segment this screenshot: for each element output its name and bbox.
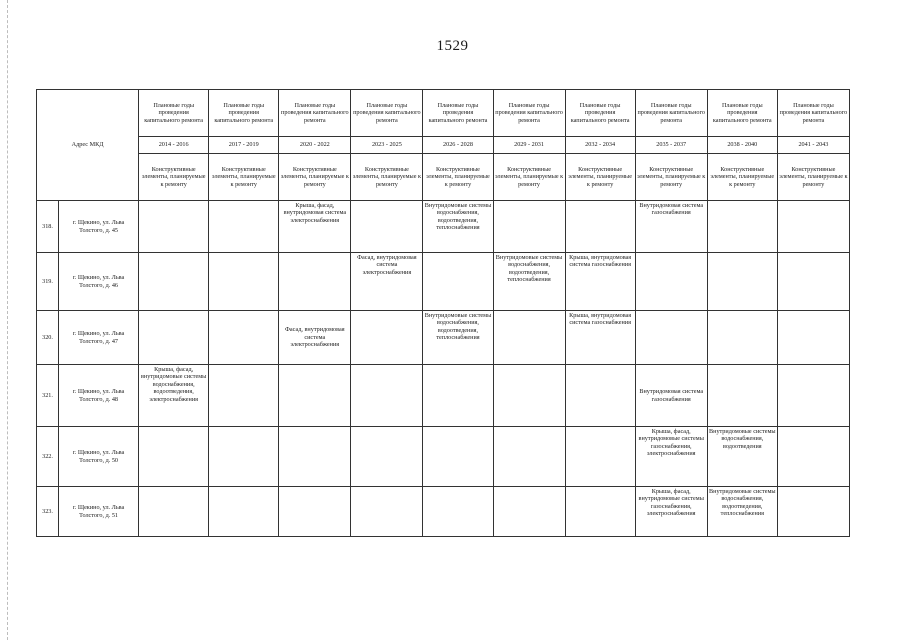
repair-cell (493, 427, 565, 487)
period-years: 2032 - 2034 (565, 137, 635, 154)
table-row (37, 311, 850, 365)
period-years: 2023 - 2025 (351, 137, 423, 154)
period-title: Плановые годы проведения капитального ремонта (777, 90, 849, 137)
table-row (37, 201, 850, 253)
repair-cell: Крыша, фасад, внутридомовые системы газоснабжения, электроснабжения (635, 487, 707, 537)
repair-cell (209, 253, 279, 311)
period-elements: Конструктивные элементы, планируемые к ремонту (279, 154, 351, 201)
repair-cell: Крыша, внутридомовая система газоснабжения (565, 253, 635, 311)
repair-cell (777, 487, 849, 537)
repair-cell: Крыша, фасад, внутридомовая система электроснабжения (279, 201, 351, 253)
period-years: 2035 - 2037 (635, 137, 707, 154)
header-row-titles (37, 90, 850, 137)
period-title: Плановые годы проведения капитального ремонта (493, 90, 565, 137)
table-row (37, 487, 850, 537)
repair-cell: Внутридомовая система газоснабжения (635, 201, 707, 253)
repair-cell: Внутридомовые системы водоснабжения, водоотведения, теплоснабжения (493, 253, 565, 311)
repair-cell: Внутридомовая система газоснабжения (635, 365, 707, 427)
row-number: 321. (37, 365, 59, 427)
repair-cell (565, 487, 635, 537)
row-address: г. Щекино, ул. Льва Толстого, д. 47 (59, 311, 139, 365)
repair-cell (279, 365, 351, 427)
repair-cell (777, 365, 849, 427)
row-address: г. Щекино, ул. Льва Толстого, д. 50 (59, 427, 139, 487)
repair-cell: Внутридомовые системы водоснабжения, водоотведения, теплоснабжения (423, 201, 493, 253)
repair-cell (351, 487, 423, 537)
period-title: Плановые годы проведения капитального ремонта (423, 90, 493, 137)
repair-cell (139, 427, 209, 487)
repair-cell (635, 253, 707, 311)
repair-cell (635, 311, 707, 365)
period-years: 2041 - 2043 (777, 137, 849, 154)
repair-cell: Фасад, внутридомовая система электроснабжения (279, 311, 351, 365)
row-number: 318. (37, 201, 59, 253)
period-elements: Конструктивные элементы, планируемые к ремонту (351, 154, 423, 201)
repair-cell (279, 253, 351, 311)
table-row (37, 253, 850, 311)
period-years: 2014 - 2016 (139, 137, 209, 154)
period-elements: Конструктивные элементы, планируемые к ремонту (635, 154, 707, 201)
repair-cell (493, 365, 565, 427)
row-address: г. Щекино, ул. Льва Толстого, д. 51 (59, 487, 139, 537)
period-years: 2029 - 2031 (493, 137, 565, 154)
period-years: 2026 - 2028 (423, 137, 493, 154)
row-number: 320. (37, 311, 59, 365)
period-elements: Конструктивные элементы, планируемые к ремонту (565, 154, 635, 201)
period-title: Плановые годы проведения капитального ремонта (139, 90, 209, 137)
repair-cell (139, 311, 209, 365)
margin-rule (7, 0, 8, 640)
repair-cell: Фасад, внутридомовая система электроснабжения (351, 253, 423, 311)
capital-repair-schedule-table (36, 89, 850, 537)
repair-cell: Крыша, фасад, внутридомовые системы водоснабжения, водоотведения, электроснабжения (139, 365, 209, 427)
repair-cell (493, 201, 565, 253)
header-row-years (37, 137, 850, 154)
repair-cell (565, 427, 635, 487)
row-address: г. Щекино, ул. Льва Толстого, д. 48 (59, 365, 139, 427)
repair-cell (707, 365, 777, 427)
repair-cell (351, 311, 423, 365)
repair-cell (279, 427, 351, 487)
repair-cell (209, 201, 279, 253)
repair-cell: Внутридомовые системы водоснабжения, водоотведения, теплоснабжения (423, 311, 493, 365)
period-elements: Конструктивные элементы, планируемые к ремонту (209, 154, 279, 201)
period-title: Плановые годы проведения капитального ремонта (279, 90, 351, 137)
period-years: 2020 - 2022 (279, 137, 351, 154)
repair-cell (139, 201, 209, 253)
repair-cell (423, 253, 493, 311)
repair-cell: Крыша, внутридомовая система газоснабжения (565, 311, 635, 365)
repair-cell (777, 253, 849, 311)
repair-cell: Крыша, фасад, внутридомовые системы газоснабжения, электроснабжения (635, 427, 707, 487)
period-years: 2038 - 2040 (707, 137, 777, 154)
period-title: Плановые годы проведения капитального ремонта (635, 90, 707, 137)
table-row (37, 427, 850, 487)
period-elements: Конструктивные элементы, планируемые к ремонту (707, 154, 777, 201)
repair-cell (565, 201, 635, 253)
header-row-elements (37, 154, 850, 201)
period-elements: Конструктивные элементы, планируемые к ремонту (139, 154, 209, 201)
period-title: Плановые годы проведения капитального ремонта (351, 90, 423, 137)
repair-cell (139, 487, 209, 537)
period-years: 2017 - 2019 (209, 137, 279, 154)
repair-cell (423, 365, 493, 427)
period-elements: Конструктивные элементы, планируемые к ремонту (423, 154, 493, 201)
repair-cell (777, 311, 849, 365)
period-title: Плановые годы проведения капитального ремонта (565, 90, 635, 137)
row-address: г. Щекино, ул. Льва Толстого, д. 45 (59, 201, 139, 253)
repair-cell (209, 487, 279, 537)
table-row (37, 365, 850, 427)
repair-cell (777, 201, 849, 253)
period-elements: Конструктивные элементы, планируемые к ремонту (493, 154, 565, 201)
repair-cell (351, 201, 423, 253)
page-number: 1529 (436, 38, 469, 54)
repair-cell (707, 253, 777, 311)
address-column-header: Адрес МКД (37, 90, 139, 201)
row-number: 322. (37, 427, 59, 487)
repair-cell (209, 365, 279, 427)
repair-cell (139, 253, 209, 311)
repair-cell: Внутридомовые системы водоснабжения, водоотведения, теплоснабжения (707, 487, 777, 537)
repair-cell (209, 311, 279, 365)
repair-cell (351, 427, 423, 487)
repair-cell (707, 311, 777, 365)
repair-cell (493, 311, 565, 365)
period-elements: Конструктивные элементы, планируемые к ремонту (777, 154, 849, 201)
repair-cell (209, 427, 279, 487)
period-title: Плановые годы проведения капитального ремонта (707, 90, 777, 137)
repair-cell (423, 487, 493, 537)
row-number: 319. (37, 253, 59, 311)
repair-cell (777, 427, 849, 487)
period-title: Плановые годы проведения капитального ремонта (209, 90, 279, 137)
repair-cell (351, 365, 423, 427)
repair-cell (565, 365, 635, 427)
repair-cell (279, 487, 351, 537)
repair-cell (423, 427, 493, 487)
repair-cell (707, 201, 777, 253)
row-address: г. Щекино, ул. Льва Толстого, д. 46 (59, 253, 139, 311)
row-number: 323. (37, 487, 59, 537)
repair-cell (493, 487, 565, 537)
repair-cell: Внутридомовые системы водоснабжения, водоотведения (707, 427, 777, 487)
